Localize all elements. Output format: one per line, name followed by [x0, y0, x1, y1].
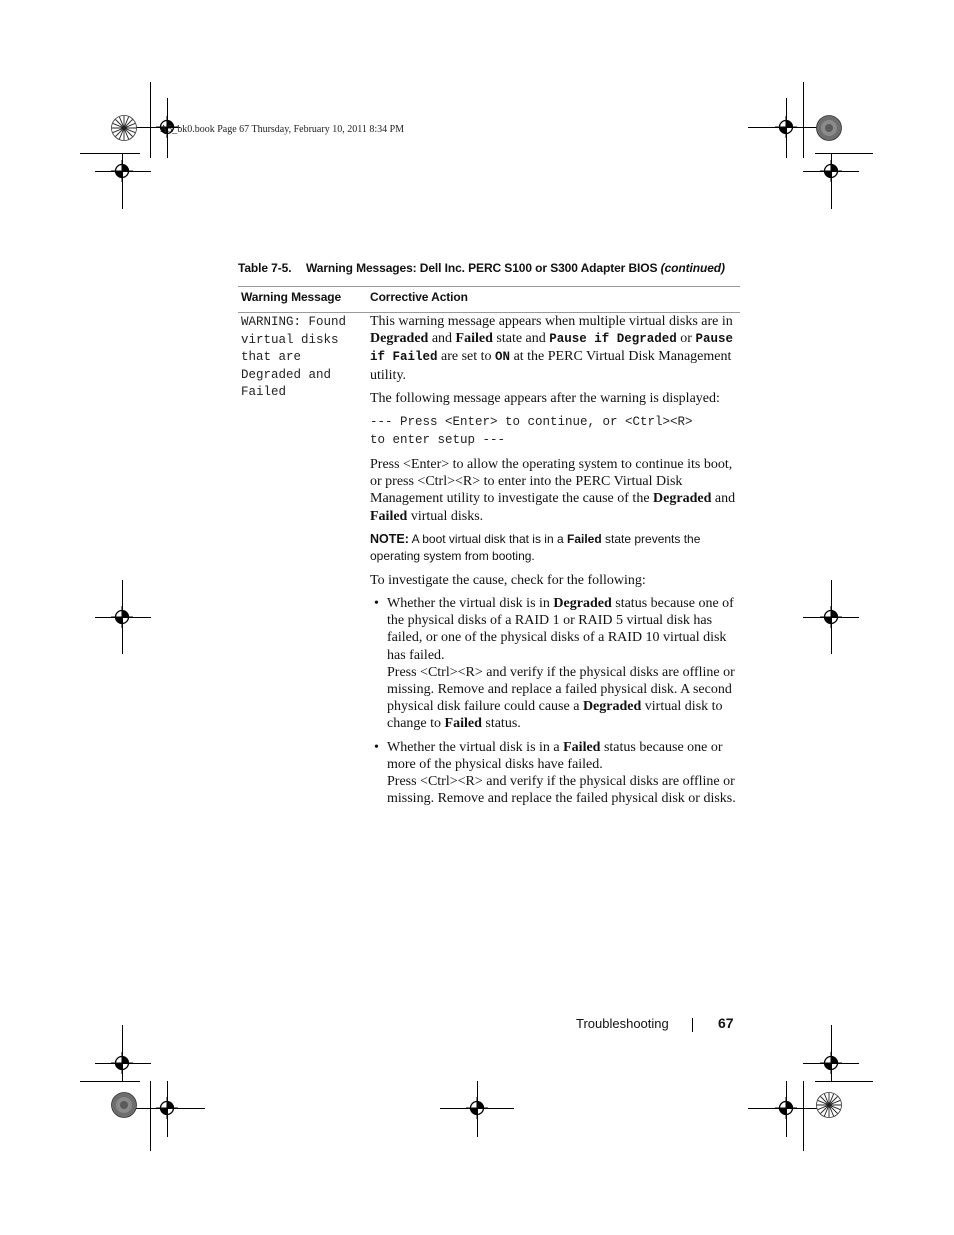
text-run: at the PERC Virtual Disk Management utility. [370, 349, 732, 383]
text-run: Press <Ctrl><R> and verify if the physical disks are offline or missing. Remove and replace the failed physical disk or disks. [387, 774, 736, 807]
footer-divider [692, 1018, 693, 1032]
action-paragraph [370, 456, 738, 525]
text-run: state prevents the operating system from booting. [370, 531, 701, 563]
warning-message-cell [241, 314, 366, 402]
gray-target-icon [111, 1092, 137, 1118]
text-run: virtual disks. [407, 508, 484, 524]
term-failed: Failed [444, 716, 482, 732]
registration-mark-icon [820, 1052, 842, 1074]
table-title-text: Warning Messages: Dell Inc. PERC S100 or S300 Adapter BIOS [306, 261, 658, 275]
warning-line: Failed [241, 385, 287, 399]
term-failed: Failed [370, 508, 408, 524]
table-continued: (continued) [660, 261, 725, 275]
registration-mark-icon [775, 1097, 797, 1119]
term-failed: Failed [563, 739, 601, 755]
text-run: status because one or more of the physical disks have failed. [387, 739, 723, 772]
term-degraded: Degraded [582, 699, 642, 715]
page-number: 67 [718, 1015, 734, 1031]
text-run: Whether the virtual disk is in [387, 596, 554, 612]
list-item [370, 739, 738, 808]
option-value-on: ON [495, 350, 511, 365]
column-header-action: Corrective Action [370, 290, 468, 304]
action-paragraph: To investigate the cause, check for the following: [370, 572, 646, 588]
text-run: status. [481, 716, 521, 732]
note-label: NOTE: [370, 531, 409, 546]
text-run: Press <Enter> to allow the operating system to continue its boot, or press <Ctrl><R> to enter into the PERC Virtual Disk Management utility to investigate the cause of the [370, 457, 733, 507]
registration-mark-icon [820, 160, 842, 182]
option-pause-if-failed: Pause if Failed [370, 332, 733, 365]
registration-mark-icon [111, 1052, 133, 1074]
text-run: Press <Ctrl><R> and verify if the physical disks are offline or missing. Remove and replace a failed physical disk. A second physical disk failure could cause a [387, 664, 735, 715]
text-run: and [711, 491, 736, 507]
text-run: Whether the virtual disk is in a [387, 739, 564, 755]
term-degraded: Degraded [553, 596, 612, 612]
registration-mark-icon [820, 606, 842, 628]
registration-mark-icon [111, 606, 133, 628]
registration-mark-icon [775, 116, 797, 138]
warning-line: Degraded and [241, 367, 332, 382]
term-failed: Failed [566, 531, 602, 546]
corrective-action-cell [370, 313, 738, 813]
print-info-header: A5_bk0.book Page 67 Thursday, February 10, 2011 8:34 PM [160, 124, 405, 135]
bullet-icon: • [374, 596, 379, 612]
registration-mark-icon [111, 160, 133, 182]
warning-line: virtual disks [241, 332, 339, 347]
gray-target-icon [816, 115, 842, 141]
note-block [370, 531, 738, 565]
text-run: virtual disk to change to [387, 699, 723, 732]
table-title [238, 261, 725, 275]
bullet-icon: • [374, 739, 379, 755]
warning-line: that are [241, 350, 302, 364]
text-run: A boot virtual disk that is in a [408, 531, 567, 546]
star-target-icon [816, 1092, 842, 1118]
prompt-line: --- Press <Enter> to continue, or <Ctrl><R> [370, 415, 693, 430]
registration-mark-icon [466, 1097, 488, 1119]
bios-prompt-message [370, 413, 738, 449]
footer-section-name: Troubleshooting [576, 1016, 669, 1031]
text-run: and [428, 331, 456, 347]
text-run: are set to [437, 349, 496, 365]
list-item [370, 595, 738, 733]
text-run: or [676, 331, 696, 347]
text-run: This warning message appears when multiple virtual disks are in [370, 314, 733, 329]
warning-line: WARNING: Found [241, 315, 347, 329]
term-degraded: Degraded [653, 491, 712, 507]
term-failed: Failed [455, 331, 493, 347]
checklist [370, 595, 738, 807]
star-target-icon [111, 115, 137, 141]
option-pause-if-degraded: Pause if Degraded [549, 332, 677, 347]
action-paragraph [370, 313, 738, 384]
table-top-rule [238, 286, 740, 287]
column-header-warning: Warning Message [241, 290, 342, 304]
prompt-line: to enter setup --- [370, 433, 506, 448]
text-run: status because one of the physical disks of a RAID 1 or RAID 5 virtual disk has failed, or one of the physical disks of a RAID 10 virtual disk has failed. [387, 596, 734, 663]
table-number: Table 7-5. [238, 261, 292, 275]
action-paragraph: The following message appears after the warning is displayed: [370, 390, 720, 406]
registration-mark-icon [156, 1097, 178, 1119]
term-degraded: Degraded [370, 331, 429, 347]
text-run: state and [492, 331, 550, 347]
